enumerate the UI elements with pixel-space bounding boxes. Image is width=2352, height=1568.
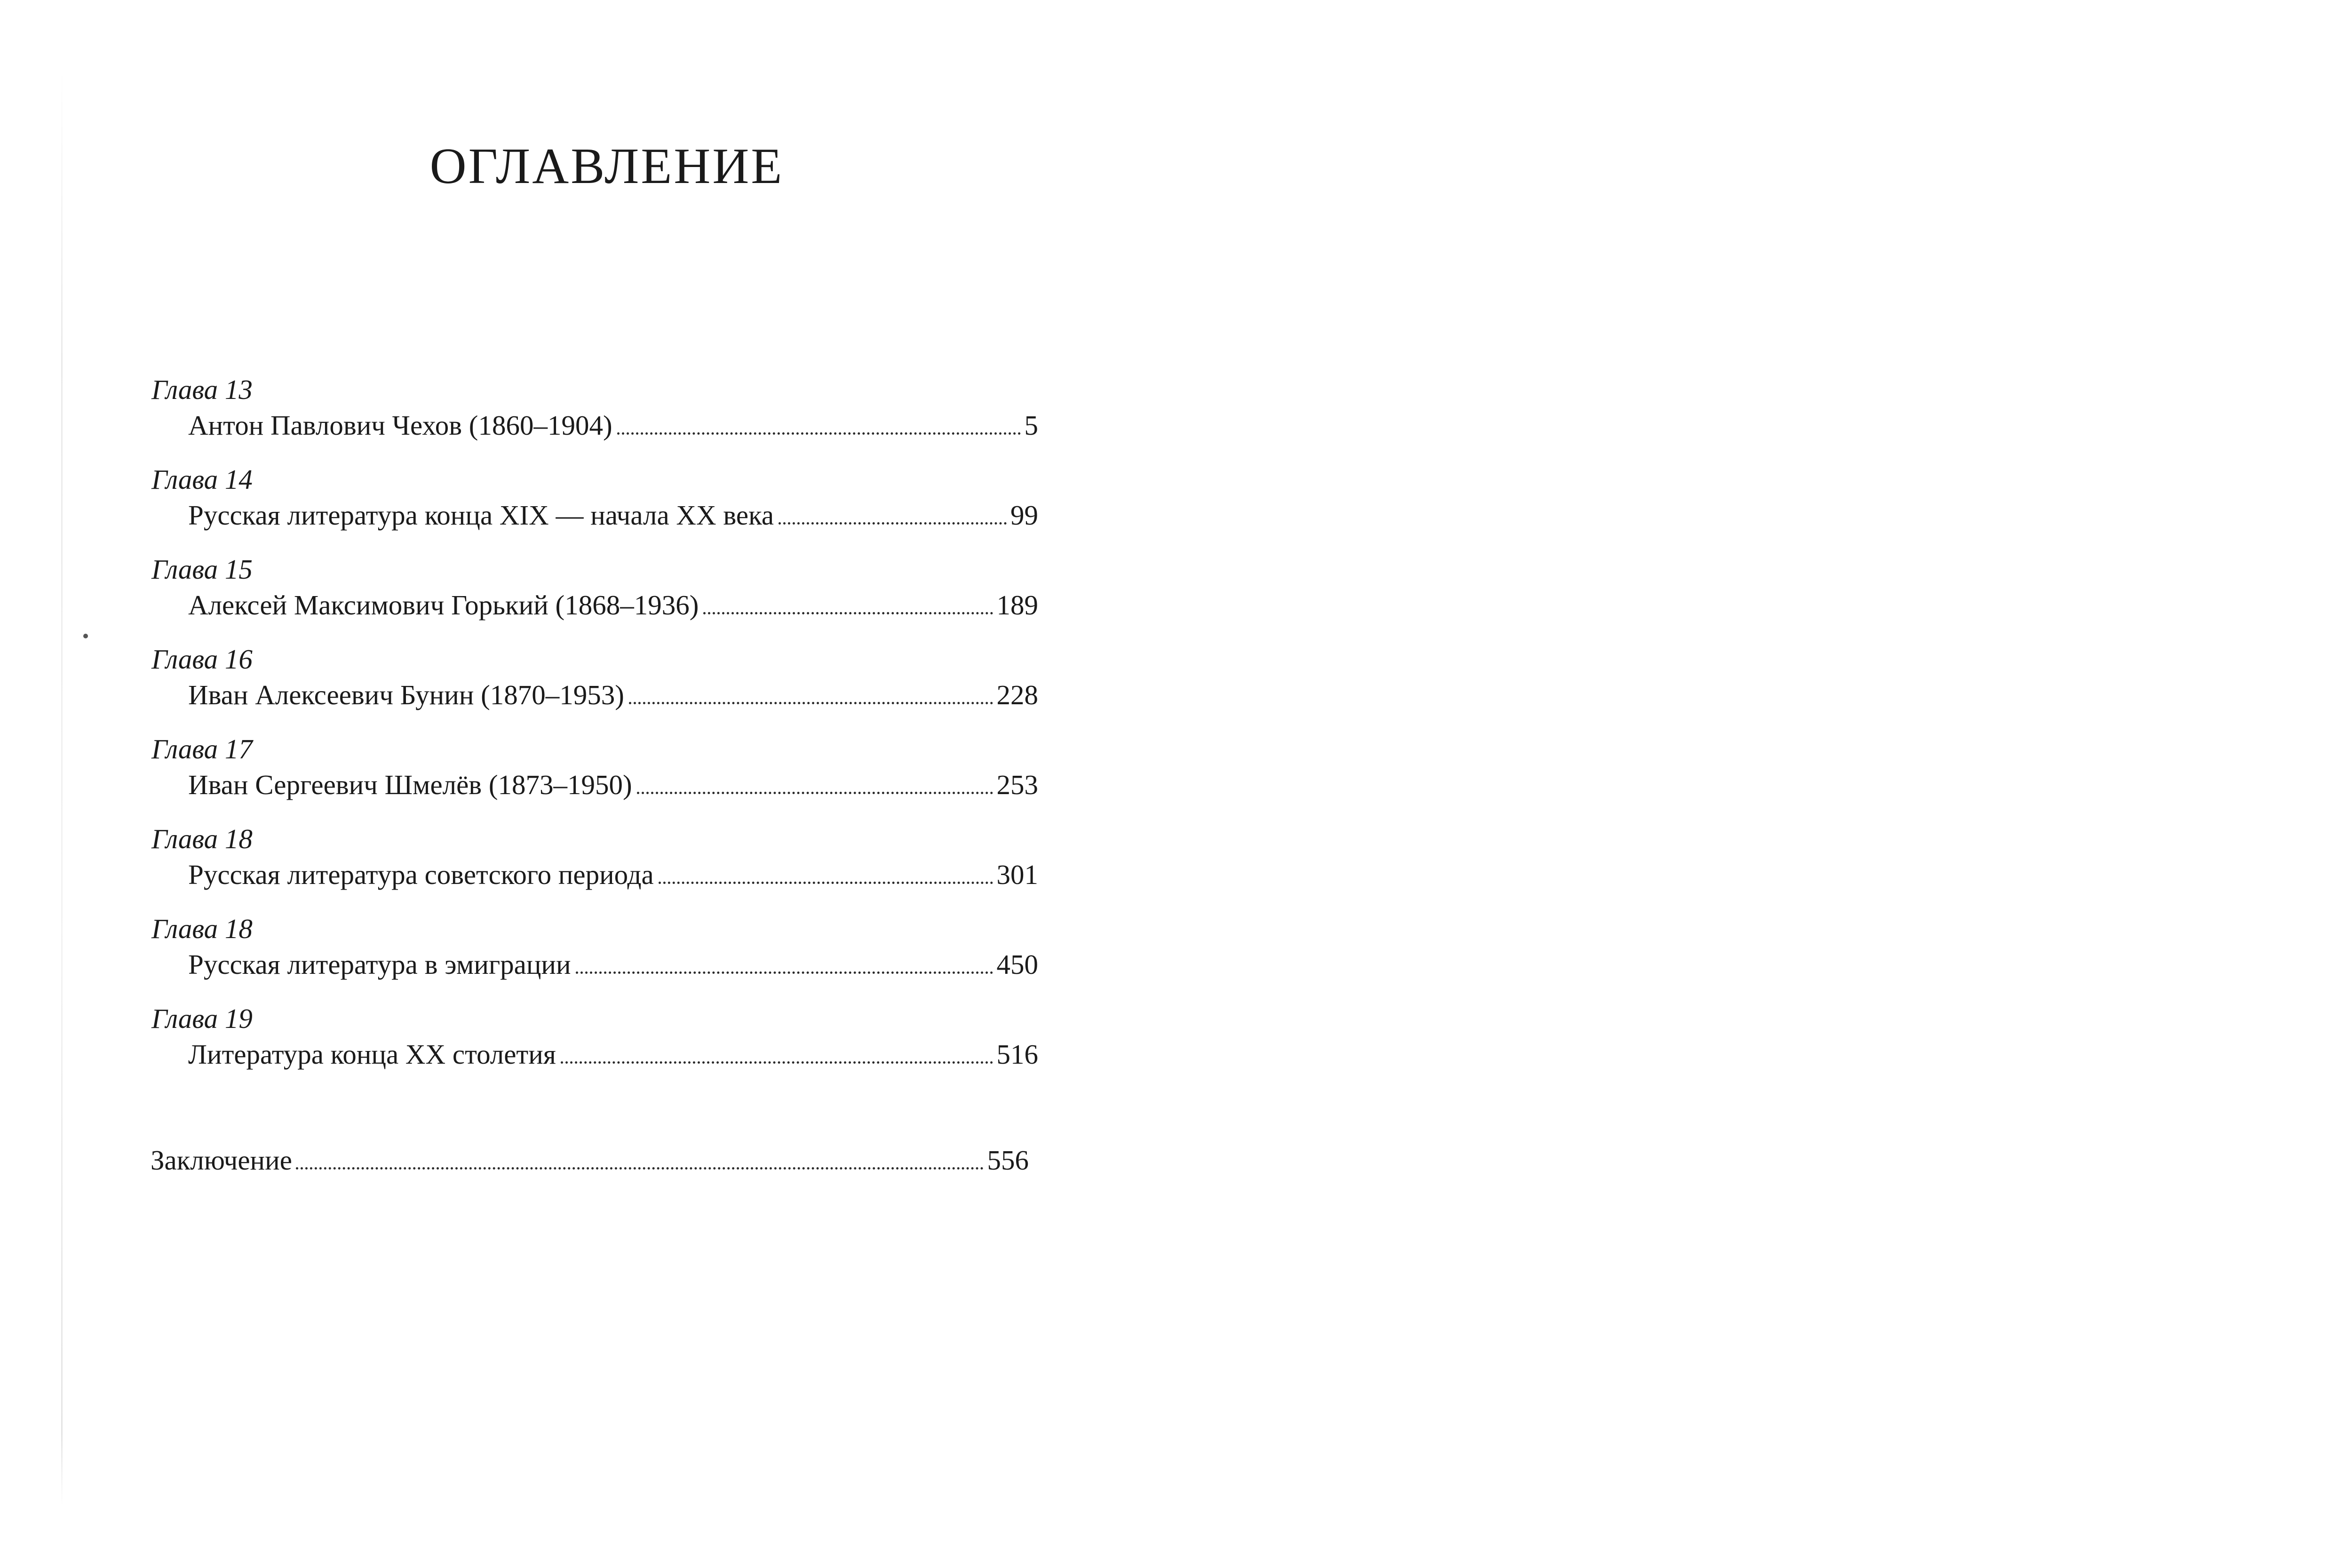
chapter-label: Глава 18 [151,913,253,944]
toc-entry [151,731,1038,821]
dot-leader [629,702,993,704]
toc-line [151,1036,1038,1072]
print-speck [83,634,88,638]
toc-entry [151,551,1038,641]
toc-line [151,677,1038,713]
toc-line [151,767,1038,803]
chapter-title: Литература конца XX столетия [188,1039,556,1070]
page-number: 189 [996,589,1038,621]
page-number: 253 [996,769,1038,800]
chapter-label: Глава 14 [151,464,253,495]
page-number: 99 [1010,500,1038,531]
toc-entry [151,821,1038,911]
dot-leader [576,971,993,974]
chapter-label: Глава 13 [151,374,253,405]
chapter-label: Глава 17 [151,733,253,764]
page-title: ОГЛАВЛЕНИЕ [429,138,784,194]
chapter-title: Русская литература конца XIX — начала XX века [188,500,774,531]
chapter-label: Глава 16 [151,644,253,675]
dot-leader [296,1167,984,1170]
page-number: 516 [996,1039,1038,1070]
toc-entry [151,1001,1038,1090]
toc-line [151,587,1038,623]
dot-leader [617,432,1021,435]
page-number: 450 [996,949,1038,980]
toc-line [151,497,1038,533]
dot-leader [703,612,993,614]
page-number: 556 [987,1145,1029,1176]
toc-entry [151,911,1038,1001]
chapter-label: Глава 19 [151,1003,253,1034]
dot-leader [659,882,993,884]
dot-leader [561,1061,993,1064]
toc-entry [151,372,1038,462]
chapter-title: Иван Сергеевич Шмелёв (1873–1950) [188,769,632,800]
chapter-title: Иван Алексеевич Бунин (1870–1953) [188,679,624,710]
toc-entry [151,641,1038,731]
toc-entry [151,462,1038,551]
toc-line [151,947,1038,982]
table-of-contents [151,372,1038,1090]
chapter-label: Глава 18 [151,823,253,854]
conclusion-line [151,1142,1029,1178]
conclusion-title: Заключение [151,1145,292,1176]
page-number: 5 [1024,410,1038,441]
chapter-label: Глава 15 [151,554,253,585]
toc-line [151,857,1038,892]
page-number: 228 [996,679,1038,710]
page-number: 301 [996,859,1038,890]
chapter-title: Антон Павлович Чехов (1860–1904) [188,410,612,441]
dot-leader [637,792,993,794]
page-edge-line [61,71,63,1505]
toc-line [151,407,1038,443]
dot-leader [779,522,1007,525]
chapter-title: Русская литература советского периода [188,859,654,890]
chapter-title: Русская литература в эмиграции [188,949,571,980]
chapter-title: Алексей Максимович Горький (1868–1936) [188,589,699,621]
